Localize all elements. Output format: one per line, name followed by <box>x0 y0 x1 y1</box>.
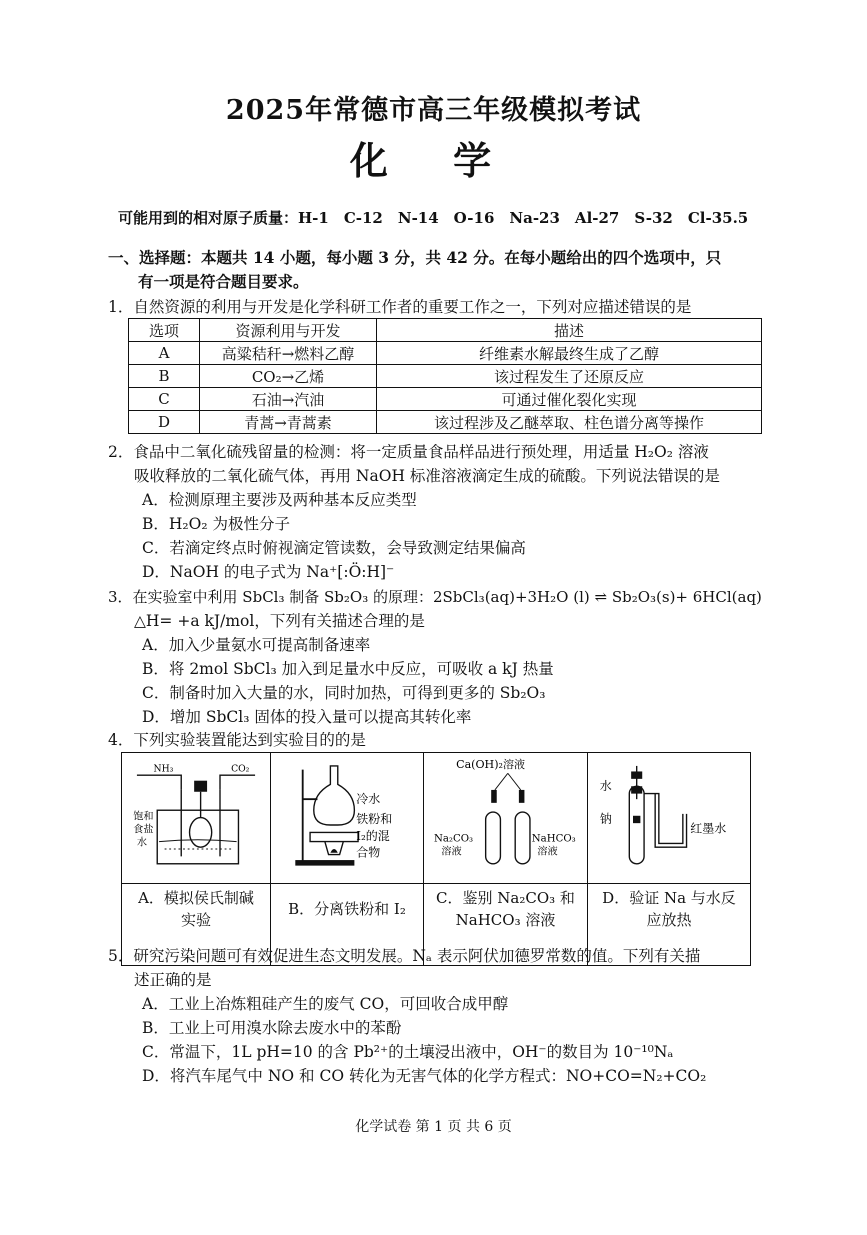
question-5 <box>108 944 768 1088</box>
caption-c-line-2: NaHCO₃ 溶液 <box>455 911 556 929</box>
mix-label-3: 合物 <box>356 845 381 860</box>
q2-option-c: C．若滴定终点时俯视滴定管读数，会导致测定结果偏高 <box>142 539 526 557</box>
table-cell: 可通过催化裂化实现 <box>377 388 762 411</box>
table-cell: C <box>129 388 200 411</box>
q2-option-d: D．NaOH 的电子式为 Na⁺[:Ö:H]⁻ <box>142 563 395 581</box>
caption-a-line-1: A．模拟侯氏制碱 <box>138 889 254 907</box>
table-header-cell: 选项 <box>129 319 200 342</box>
q5-option-a: A．工业上冶炼粗硅产生的废气 CO，可回收合成甲醇 <box>142 995 509 1013</box>
question-2 <box>108 440 768 584</box>
q2-line-1: 2．食品中二氧化硫残留量的检测：将一定质量食品样品进行预处理，用适量 H₂O₂ 溶液 <box>108 443 709 461</box>
apparatus-d <box>588 753 750 965</box>
table-row <box>129 411 762 434</box>
sodium-label: 钠 <box>599 812 612 827</box>
q5-option-d: D．将汽车尾气中 NO 和 CO 转化为无害气体的化学方程式：NO+CO=N₂+CO₂ <box>142 1067 707 1085</box>
test-tubes-icon <box>424 753 587 873</box>
q3-option-c: C．制备时加入大量的水，同时加热，可得到更多的 Sb₂O₃ <box>142 684 546 702</box>
apparatus-a <box>122 753 271 965</box>
na2co3-label: Na₂CO₃ <box>433 833 474 845</box>
q1-table <box>128 318 762 434</box>
q5-line-1: 5．研究污染问题可有效促进生态文明发展。Nₐ 表示阿伏加德罗常数的值。下列有关描 <box>108 947 701 965</box>
table-cell: 青蒿→青蒿素 <box>200 411 377 434</box>
q2-option-b: B．H₂O₂ 为极性分子 <box>142 515 290 533</box>
apparatus-b <box>271 753 424 965</box>
table-cell: 该过程发生了还原反应 <box>377 365 762 388</box>
section-line-2: 有一项是符合题目要求。 <box>138 272 309 291</box>
table-header-cell: 资源利用与开发 <box>200 319 377 342</box>
table-row <box>129 388 762 411</box>
mix-label-2: I₂的混 <box>356 828 390 843</box>
caption-d-line-2: 应放热 <box>646 911 692 929</box>
atomic-masses: 可能用到的相对原子质量：H-1 C-12 N-14 O-16 Na-23 Al-27 S-32 Cl-35.5 <box>118 209 749 227</box>
table-cell: 石油→汽油 <box>200 388 377 411</box>
sublimation-apparatus-icon <box>271 753 423 873</box>
table-cell: B <box>129 365 200 388</box>
question-3 <box>108 585 768 729</box>
brine-label-2: 食盐 <box>133 824 154 836</box>
q2-option-a: A．检测原理主要涉及两种基本反应类型 <box>142 491 417 509</box>
table-header-row <box>129 319 762 342</box>
nahco3-label: NaHCO₃ <box>531 833 576 845</box>
q3-option-a: A．加入少量氨水可提高制备速率 <box>142 636 371 654</box>
table-row <box>129 365 762 388</box>
caption-a-line-2: 实验 <box>180 911 211 929</box>
exam-title: 2025年常德市高三年级模拟考试 <box>225 95 642 126</box>
subject-title: 化 学 <box>349 138 518 183</box>
hou-process-apparatus-icon <box>122 753 270 873</box>
brine-label-3: 水 <box>136 837 148 849</box>
q4-stem: 4．下列实验装置能达到实验目的的是 <box>108 731 366 749</box>
table-cell: 纤维素水解最终生成了乙醇 <box>377 342 762 365</box>
q5-option-c: C．常温下，1L pH=10 的含 Pb²⁺的土壤浸出液中，OH⁻的数目为 10⁻¹⁰Nₐ <box>142 1043 674 1061</box>
table-cell: 高粱秸秆→燃料乙醇 <box>200 342 377 365</box>
q5-line-2: 述正确的是 <box>134 971 212 989</box>
cold-water-label: 冷水 <box>356 791 381 806</box>
table-cell: 该过程涉及乙醚萃取、柱色谱分离等操作 <box>377 411 762 434</box>
page-footer: 化学试卷 第 1 页 共 6 页 <box>355 1119 512 1135</box>
q2-line-2: 吸收释放的二氧化硫气体，再用 NaOH 标准溶液滴定生成的硫酸。下列说法错误的是 <box>134 467 720 485</box>
q1-stem: 1．自然资源的利用与开发是化学科研工作者的重要工作之一，下列对应描述错误的是 <box>108 298 692 316</box>
nh3-label: NH₃ <box>153 763 174 775</box>
apparatus-c <box>424 753 588 965</box>
table-cell: A <box>129 342 200 365</box>
co2-label: CO₂ <box>231 763 250 775</box>
nahco3-solution-label: 溶液 <box>537 846 558 858</box>
caption-d-line-1: D．验证 Na 与水反 <box>602 889 736 907</box>
water-label: 水 <box>599 778 612 793</box>
q4-apparatus-table <box>121 752 751 966</box>
table-cell: CO₂→乙烯 <box>200 365 377 388</box>
table-row <box>129 342 762 365</box>
u-tube-apparatus-icon <box>588 753 750 873</box>
section-line-1: 一、选择题：本题共 14 小题，每小题 3 分，共 42 分。在每小题给出的四个选项中，只 <box>108 248 722 267</box>
caption-c-line-1: C．鉴别 Na₂CO₃ 和 <box>436 889 575 907</box>
question-1 <box>108 295 768 319</box>
table-cell: D <box>129 411 200 434</box>
question-4 <box>108 728 768 752</box>
section-heading <box>108 246 768 294</box>
q5-option-b: B．工业上可用溴水除去废水中的苯酚 <box>142 1019 402 1037</box>
q3-line-1: 3．在实验室中利用 SbCl₃ 制备 Sb₂O₃ 的原理：2SbCl₃(aq)+3H₂O (l) ⇌ Sb₂O₃(s)+ 6HCl(aq) <box>108 588 762 606</box>
brine-label-1: 饱和 <box>133 811 154 823</box>
q3-line-2: △H= +a kJ/mol，下列有关描述合理的是 <box>134 612 425 630</box>
caoh2-label: Ca(OH)₂溶液 <box>456 757 526 771</box>
q3-option-b: B．将 2mol SbCl₃ 加入到足量水中反应，可吸收 a kJ 热量 <box>142 660 554 678</box>
red-ink-label: 红墨水 <box>690 821 727 836</box>
caption-b-line-1: B．分离铁粉和 I₂ <box>288 900 406 918</box>
mix-label-1: 铁粉和 <box>356 812 393 827</box>
q3-option-d: D．增加 SbCl₃ 固体的投入量可以提高其转化率 <box>142 708 472 726</box>
table-header-cell: 描述 <box>377 319 762 342</box>
na2co3-solution-label: 溶液 <box>441 846 462 858</box>
